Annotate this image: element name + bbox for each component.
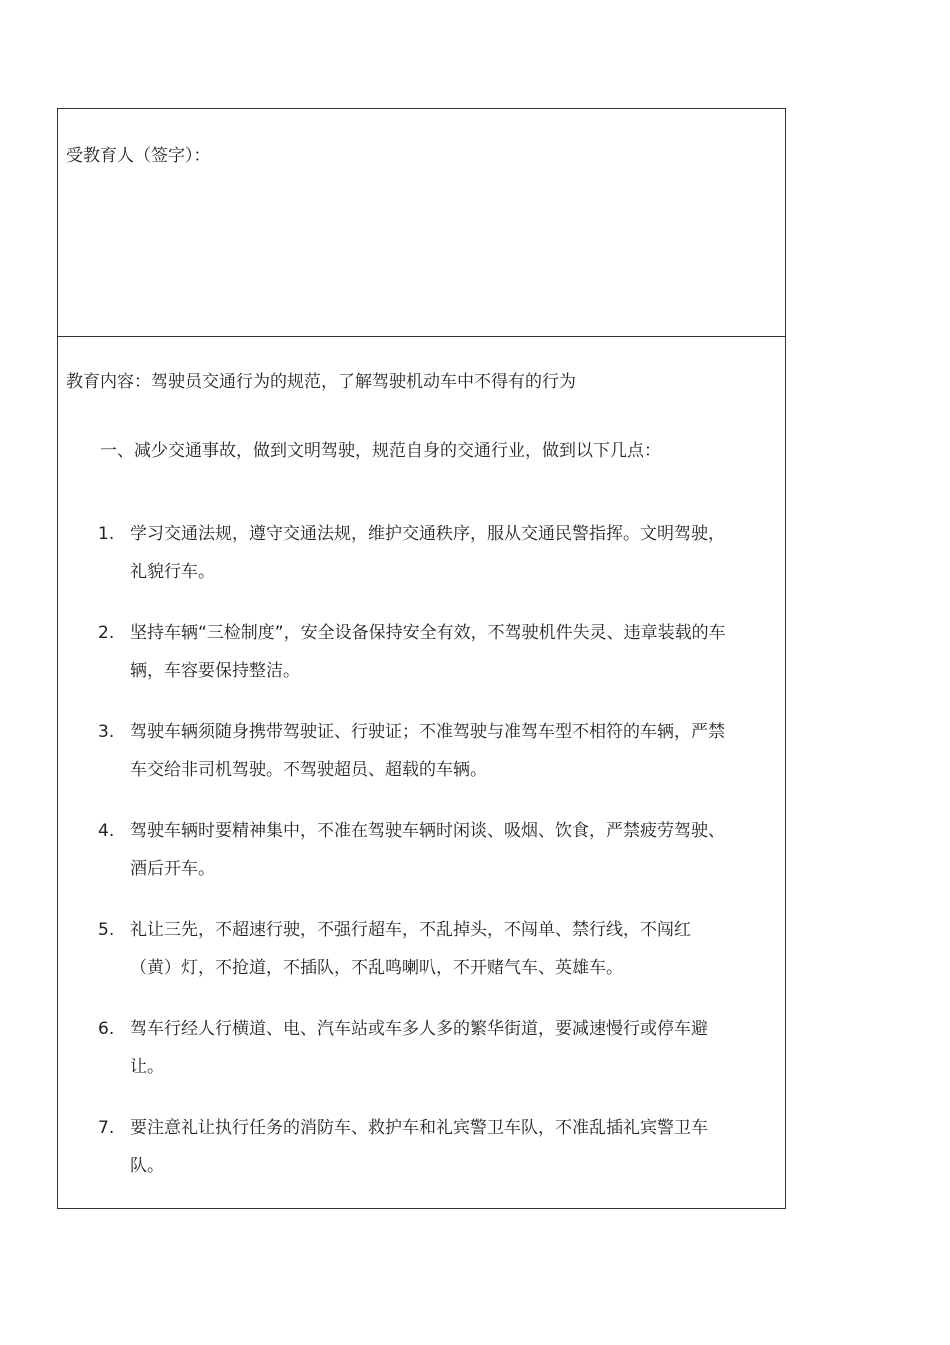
rule-number: 5.: [98, 920, 115, 940]
list-item: [98, 1109, 728, 1185]
content-title: 教育内容：驾驶员交通行为的规范，了解驾驶机动车中不得有的行为: [66, 372, 576, 392]
rule-number: 7.: [98, 1118, 115, 1138]
education-record-table: [57, 108, 786, 1209]
rule-number: 2.: [98, 623, 115, 643]
section-heading: 一、减少交通事故，做到文明驾驶，规范自身的交通行业，做到以下几点：: [100, 441, 661, 461]
rule-text: 驾驶车辆时要精神集中，不准在驾驶车辆时闲谈、吸烟、饮食，严禁疲劳驾驶、酒后开车。: [130, 821, 725, 879]
list-item: [98, 713, 728, 789]
rule-text: 坚持车辆“三检制度”，安全设备保持安全有效，不驾驶机件失灵、违章装载的车辆，车容要保持整洁。: [130, 623, 726, 681]
content-cell: [58, 337, 785, 1208]
rule-number: 1.: [98, 524, 115, 544]
rule-number: 3.: [98, 722, 115, 742]
rule-number: 4.: [98, 821, 115, 841]
list-item: [98, 1010, 728, 1086]
signature-cell: [58, 109, 785, 337]
signature-label: 受教育人（签字）：: [66, 146, 211, 166]
rule-text: 要注意礼让执行任务的消防车、救护车和礼宾警卫车队，不准乱插礼宾警卫车队。: [130, 1118, 708, 1176]
list-item: [98, 515, 728, 591]
list-item: [98, 812, 728, 888]
rule-text: 学习交通法规，遵守交通法规，维护交通秩序，服从交通民警指挥。文明驾驶，礼貌行车。: [130, 524, 725, 582]
rule-text: 驾车行经人行横道、电、汽车站或车多人多的繁华街道，要减速慢行或停车避让。: [130, 1019, 708, 1077]
rule-text: 礼让三先，不超速行驶，不强行超车，不乱掉头，不闯单、禁行线，不闯红（黄）灯，不抢道，不插队，不乱鸣喇叭，不开赌气车、英雄车。: [130, 920, 691, 978]
rule-text: 驾驶车辆须随身携带驾驶证、行驶证；不准驾驶与准驾车型不相符的车辆，严禁车交给非司机驾驶。不驾驶超员、超载的车辆。: [130, 722, 725, 780]
rule-number: 6.: [98, 1019, 115, 1039]
list-item: [98, 911, 728, 987]
list-item: [98, 614, 728, 690]
